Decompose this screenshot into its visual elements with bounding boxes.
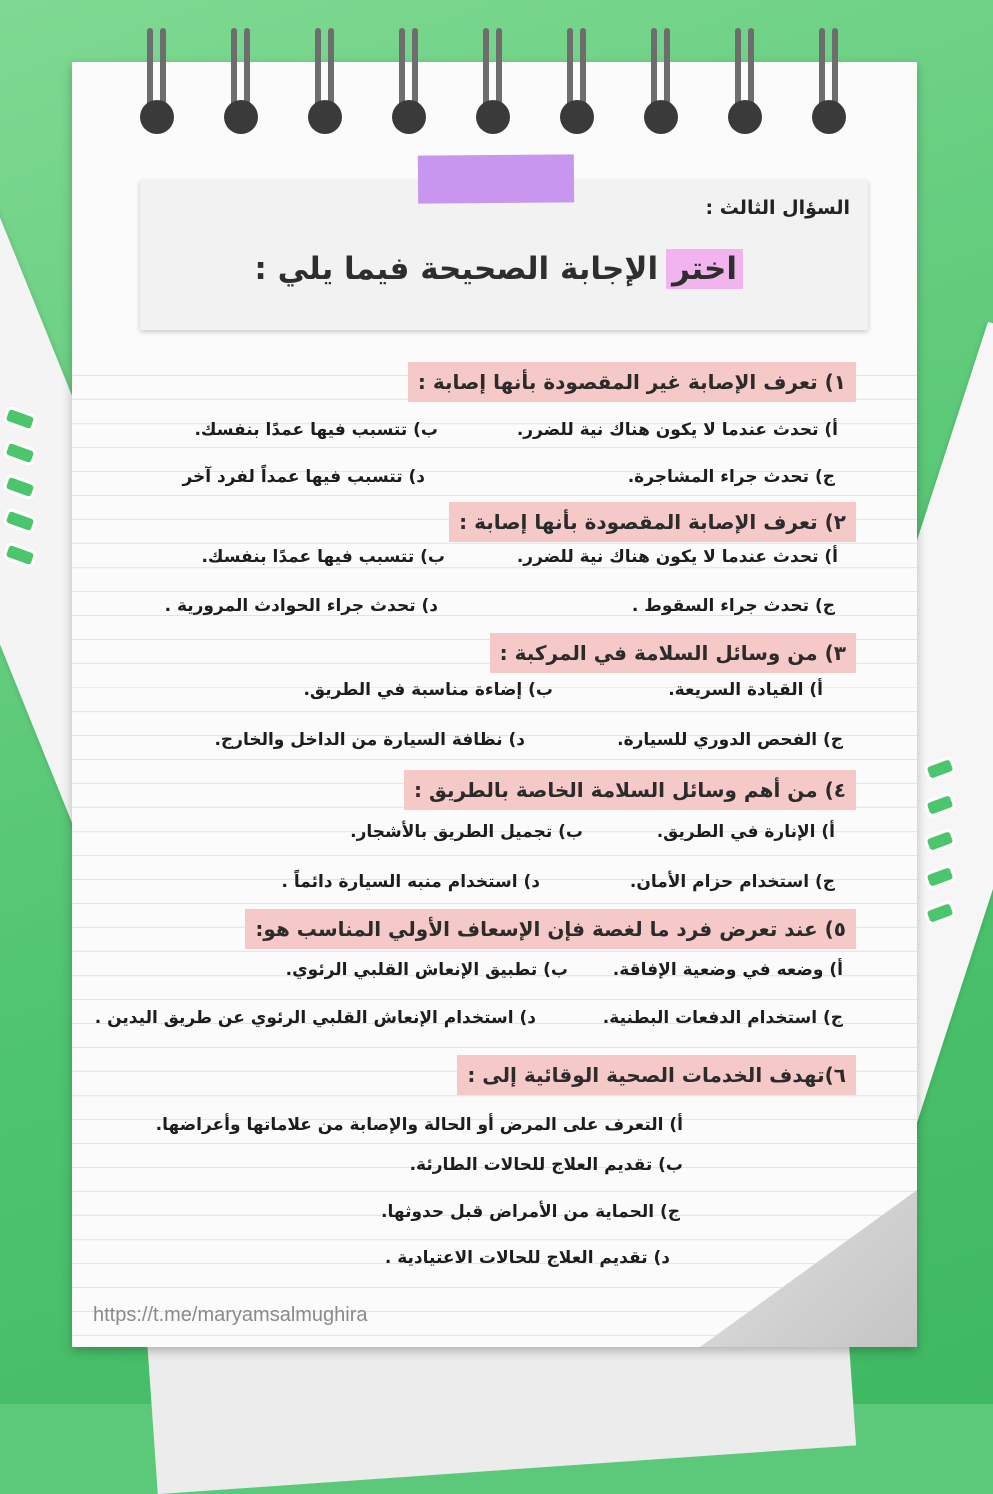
question-6-option-d: د) تقديم العلاج للحالات الاعتيادية . — [384, 1248, 670, 1268]
question-1-option-a: أ) تحدث عندما لا يكون هناك نية للضرر. — [516, 420, 838, 440]
question-1-option-c: ج) تحدث جراء المشاجرة. — [627, 467, 835, 487]
title-highlight: اختر — [666, 249, 743, 289]
question-4-option-d: د) استخدام منبه السيارة دائماً . — [281, 872, 540, 892]
spiral-ring-icon — [308, 28, 344, 133]
question-5-option-b: ب) تطبيق الإنعاش القلبي الرئوي. — [285, 960, 568, 980]
spiral-binding — [140, 28, 860, 138]
question-3-option-b: ب) إضاءة مناسبة في الطريق. — [303, 680, 553, 700]
question-4-option-b: ب) تجميل الطريق بالأشجار. — [350, 822, 583, 842]
question-1-option-b: ب) تتسبب فيها عمدًا بنفسك. — [194, 420, 438, 440]
question-4-head: ٤) من أهم وسائل السلامة الخاصة بالطريق : — [404, 770, 856, 810]
question-1-option-d: د) تتسبب فيها عمداً لفرد آخر — [182, 467, 425, 487]
question-2-option-c: ج) تحدث جراء السقوط . — [631, 596, 835, 616]
spiral-ring-icon — [392, 28, 428, 133]
question-4-option-a: أ) الإنارة في الطريق. — [656, 822, 835, 842]
spiral-ring-icon — [728, 28, 764, 133]
question-6-option-b: ب) تقديم العلاج للحالات الطارئة. — [409, 1155, 683, 1175]
spiral-ring-icon — [812, 28, 848, 133]
spiral-ring-icon — [140, 28, 176, 133]
page-title — [254, 240, 743, 298]
footer-link[interactable]: https://t.me/maryamsalmughira — [93, 1304, 368, 1326]
question-2-option-b: ب) تتسبب فيها عمدًا بنفسك. — [201, 547, 445, 567]
question-5-option-a: أ) وضعه في وضعية الإفاقة. — [612, 960, 843, 980]
spiral-ring-icon — [644, 28, 680, 133]
question-label: السؤال الثالث : — [705, 197, 850, 219]
spiral-ring-icon — [476, 28, 512, 133]
question-3-option-a: أ) القيادة السريعة. — [668, 680, 823, 700]
question-3-option-c: ج) الفحص الدوري للسيارة. — [617, 730, 843, 750]
question-6-option-a: أ) التعرف على المرض أو الحالة والإصابة من علاماتها وأعراضها. — [155, 1115, 683, 1135]
left-rings-decoration — [4, 410, 64, 570]
question-6-option-c: ج) الحماية من الأمراض قبل حدوثها. — [381, 1202, 680, 1222]
spiral-ring-icon — [224, 28, 260, 133]
question-5-option-c: ج) استخدام الدفعات البطنية. — [602, 1008, 843, 1028]
tape-decoration — [418, 154, 574, 203]
question-2-head: ٢) تعرف الإصابة المقصودة بأنها إصابة : — [449, 502, 856, 542]
question-2-option-d: د) تحدث جراء الحوادث المرورية . — [164, 596, 438, 616]
question-3-option-d: د) نظافة السيارة من الداخل والخارج. — [214, 730, 525, 750]
question-3-head: ٣) من وسائل السلامة في المركبة : — [490, 633, 856, 673]
question-5-head: ٥) عند تعرض فرد ما لغصة فإن الإسعاف الأولي المناسب هو: — [245, 909, 856, 949]
title-rest: الإجابة الصحيحة فيما يلي : — [254, 251, 659, 287]
spiral-ring-icon — [560, 28, 596, 133]
question-1-head: ١) تعرف الإصابة غير المقصودة بأنها إصابة : — [408, 362, 856, 402]
question-6-head: ٦)تهدف الخدمات الصحية الوقائية إلى : — [457, 1055, 856, 1095]
question-5-option-d: د) استخدام الإنعاش القلبي الرئوي عن طريق اليدين . — [94, 1008, 536, 1028]
right-rings-decoration — [925, 760, 975, 960]
question-2-option-a: أ) تحدث عندما لا يكون هناك نية للضرر. — [516, 547, 838, 567]
question-4-option-c: ج) استخدام حزام الأمان. — [629, 872, 835, 892]
